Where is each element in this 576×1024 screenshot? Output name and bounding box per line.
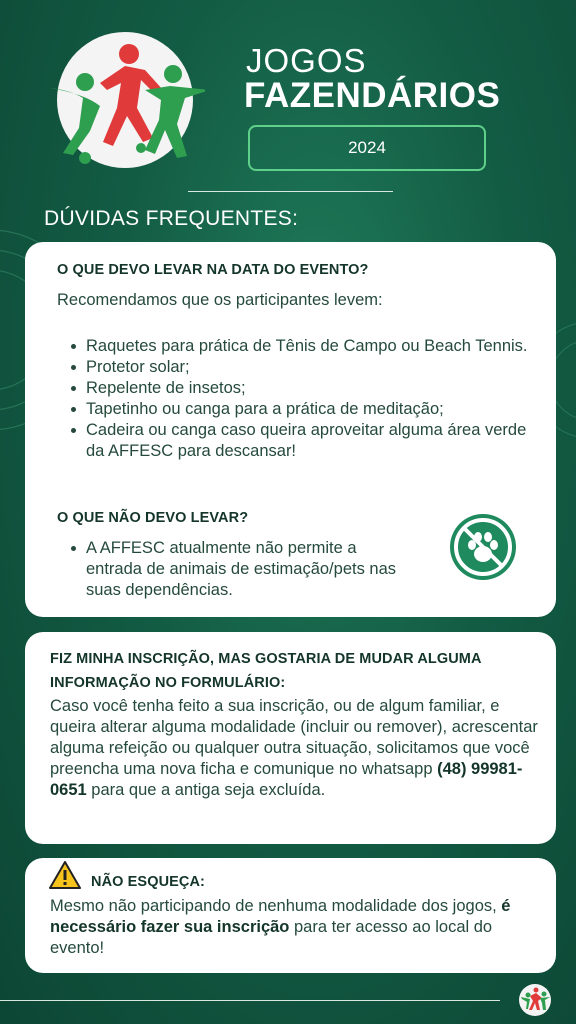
body-text: Mesmo não participando de nenhuma modalidade dos jogos,: [50, 897, 502, 915]
reminder-card: [25, 858, 556, 973]
bring-list: [69, 336, 539, 462]
list-item: Cadeira ou canga caso queira aproveitar alguma área verde da AFFESC para descansar!: [69, 420, 539, 462]
question-what-to-bring: O QUE DEVO LEVAR NA DATA DO EVENTO?: [57, 262, 369, 278]
jogos-logo: [45, 28, 205, 168]
intro-text: Recomendamos que os participantes levem:: [57, 291, 383, 309]
divider: [0, 1000, 500, 1001]
faq-heading: DÚVIDAS FREQUENTES:: [44, 207, 299, 230]
divider: [188, 191, 393, 192]
not-bring-list: [69, 538, 409, 601]
change-info-text: [50, 696, 545, 801]
reminder-emphasis: é necessário fazer sua inscrição: [50, 897, 511, 936]
list-item: Protetor solar;: [69, 357, 539, 378]
whatsapp-phone: (48) 99981-0651: [50, 760, 523, 799]
title-line-1: JOGOS: [246, 42, 367, 79]
faq-card-change-info: [25, 632, 556, 844]
list-item: A AFFESC atualmente não permite a entrada de animais de estimação/pets nas suas dependências.: [69, 538, 409, 601]
jogos-logo-small: [518, 983, 552, 1017]
question-what-not-to-bring: O QUE NÃO DEVO LEVAR?: [57, 510, 249, 526]
year-badge: 2024: [248, 125, 486, 171]
no-pets-icon: [448, 512, 518, 582]
reminder-text: [50, 896, 545, 959]
list-item: Raquetes para prática de Tênis de Campo ou Beach Tennis.: [69, 336, 539, 357]
reminder-title: NÃO ESQUEÇA:: [91, 874, 205, 890]
list-item: Tapetinho ou canga para a prática de meditação;: [69, 399, 539, 420]
body-text: Caso você tenha feito a sua inscrição, ou de algum familiar, e queira alterar alguma modalidade (incluir ou remover), acrescentar alguma refeição ou qualquer outra situação, solicitamos que você preencha uma nova ficha e comunique no whatsapp: [50, 697, 538, 778]
question-change-info: FIZ MINHA INSCRIÇÃO, MAS GOSTARIA DE MUDAR ALGUMA INFORMAÇÃO NO FORMULÁRIO:: [50, 651, 482, 691]
faq-card-what-to-bring: [25, 242, 556, 617]
warning-icon: [49, 860, 81, 890]
body-text: para ter acesso ao local do evento!: [50, 918, 493, 957]
body-text: para que a antiga seja excluída.: [86, 781, 326, 799]
list-item: Repelente de insetos;: [69, 378, 539, 399]
title-line-2: FAZENDÁRIOS: [244, 76, 501, 115]
